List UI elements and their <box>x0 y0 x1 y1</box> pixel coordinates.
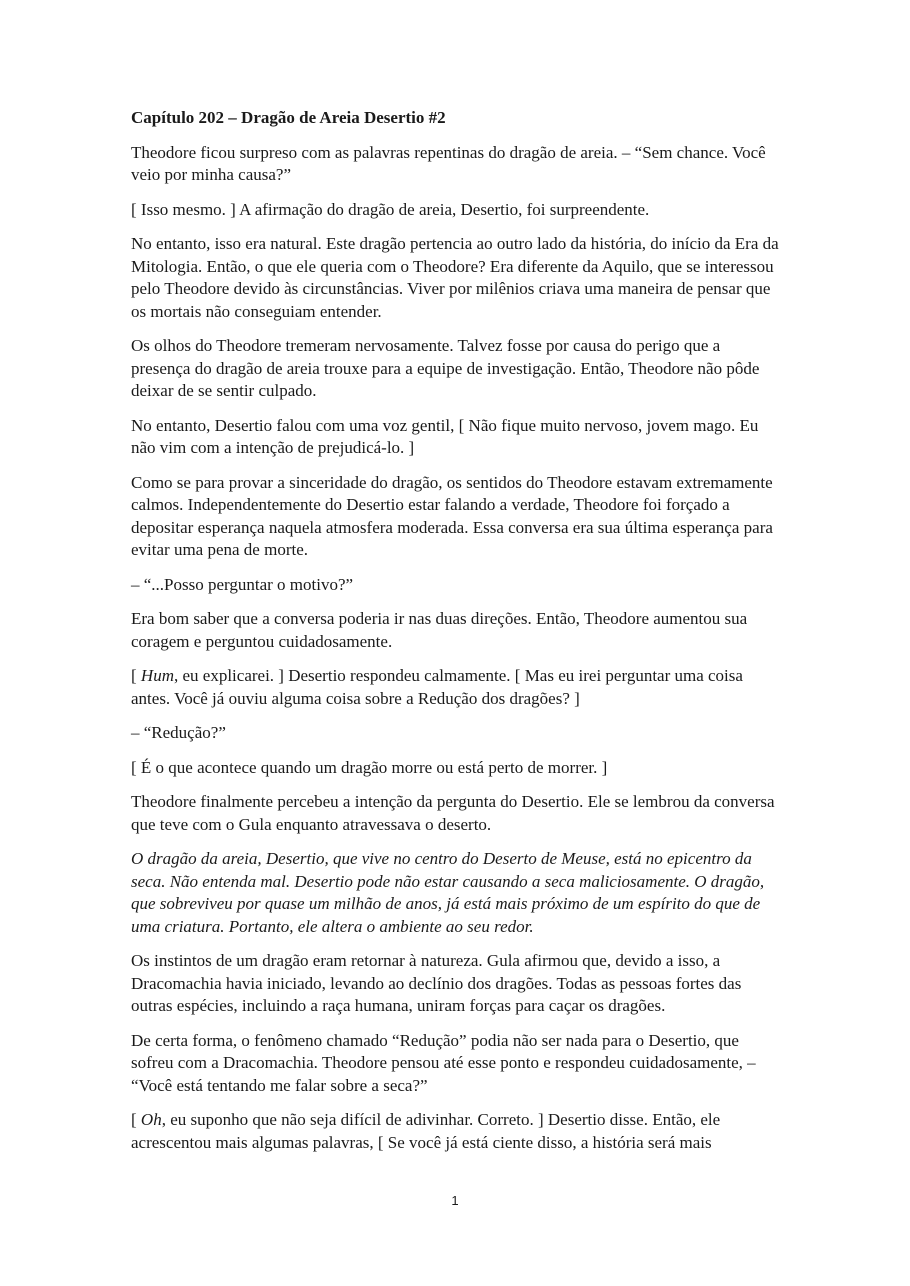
text-run: De certa forma, o fenômeno chamado “Redução” podia não ser nada para o Desertio, que sofreu com a Dracomachia. Theodore pensou até esse ponto e respondeu cuidadosamente, – “Você está tentando me falar sobre a seca?” <box>131 1030 756 1095</box>
paragraph <box>131 665 783 710</box>
text-run: Theodore ficou surpreso com as palavras repentinas do dragão de areia. – “Sem chance. Você veio por minha causa?” <box>131 142 766 184</box>
paragraph-list <box>131 142 783 1155</box>
italic-text-run: Oh <box>140 1110 162 1129</box>
text-run: [ <box>131 666 141 685</box>
text-run: – “...Posso perguntar o motivo?” <box>131 574 354 594</box>
paragraph <box>131 574 783 597</box>
text-run: Como se para provar a sinceridade do dragão, os sentidos do Theodore estavam extremamente calmos. Independentemente do Desertio estar falando a verdade, Theodore foi forçado a depositar esperança naquela atmosfera moderada. Essa conversa era sua última esperança para evitar uma pena de morte. <box>131 472 773 559</box>
paragraph <box>131 791 783 836</box>
text-run: – “Redução?” <box>131 723 226 742</box>
text-run: Os olhos do Theodore tremeram nervosamente. Talvez fosse por causa do perigo que a presença do dragão de areia trouxe para a equipe de investigação. Então, Theodore não pôde deixar de se sentir culpado. <box>131 336 760 400</box>
text-run: [ É o que acontece quando um dragão morre ou está perto de morrer. ] <box>131 757 608 777</box>
paragraph <box>131 757 783 780</box>
text-run: Era bom saber que a conversa poderia ir nas duas direções. Então, Theodore aumentou sua coragem e perguntou cuidadosamente. <box>131 609 748 651</box>
paragraph <box>131 199 783 222</box>
paragraph <box>131 950 783 1018</box>
paragraph <box>131 1030 783 1098</box>
page-number: 1 <box>451 1193 459 1208</box>
paragraph <box>131 472 783 562</box>
paragraph <box>131 335 783 403</box>
text-run: No entanto, Desertio falou com uma voz gentil, [ Não fique muito nervoso, jovem mago. Eu não vim com a intenção de prejudicá-lo. ] <box>131 415 759 457</box>
italic-text-run: Hum <box>140 666 174 685</box>
paragraph <box>131 722 783 745</box>
document-body <box>131 107 783 1166</box>
text-run: Os instintos de um dragão eram retornar à natureza. Gula afirmou que, devido a isso, a Dracomachia havia iniciado, levando ao declínio dos dragões. Todas as pessoas fortes das outras espécies, incluindo a raça humana, uniram forças para caçar os dragões. <box>131 951 742 1015</box>
paragraph <box>131 608 783 653</box>
paragraph <box>131 233 783 323</box>
text-run: [ Isso mesmo. ] A afirmação do dragão de areia, Desertio, foi surpreendente. <box>131 199 650 219</box>
text-run: [ <box>131 1110 141 1129</box>
text-run: , eu explicarei. ] Desertio respondeu calmamente. [ Mas eu irei perguntar uma coisa antes. Você já ouviu alguma coisa sobre a Redução dos dragões? ] <box>131 666 743 708</box>
paragraph <box>131 415 783 460</box>
text-run: Theodore finalmente percebeu a intenção da pergunta do Desertio. Ele se lembrou da conversa que teve com o Gula enquanto atravessava o deserto. <box>131 792 775 834</box>
italic-text-run: O dragão da areia, Desertio, que vive no centro do Deserto de Meuse, está no epicentro da seca. Não entenda mal. Desertio pode não estar causando a seca maliciosamente. O dragão, que sobreviveu por quase um milhão de anos, já está mais próximo de um espírito do que de uma criatura. Portanto, ele altera o ambiente ao seu redor. <box>131 849 765 936</box>
paragraph <box>131 1109 783 1154</box>
text-run: , eu suponho que não seja difícil de adivinhar. Correto. ] Desertio disse. Então, ele acrescentou mais algumas palavras, [ Se você já está ciente disso, a história será mais <box>131 1110 721 1152</box>
paragraph <box>131 142 783 187</box>
text-run: No entanto, isso era natural. Este dragão pertencia ao outro lado da história, do início da Era da Mitologia. Então, o que ele queria com o Theodore? Era diferente da Aquilo, que se interessou pelo Theodore devido às circunstâncias. Viver por milênios criava uma maneira de pensar que os mortais não conseguiam entender. <box>131 234 779 321</box>
chapter-title: Capítulo 202 – Dragão de Areia Desertio #2 <box>131 108 446 127</box>
paragraph <box>131 848 783 938</box>
